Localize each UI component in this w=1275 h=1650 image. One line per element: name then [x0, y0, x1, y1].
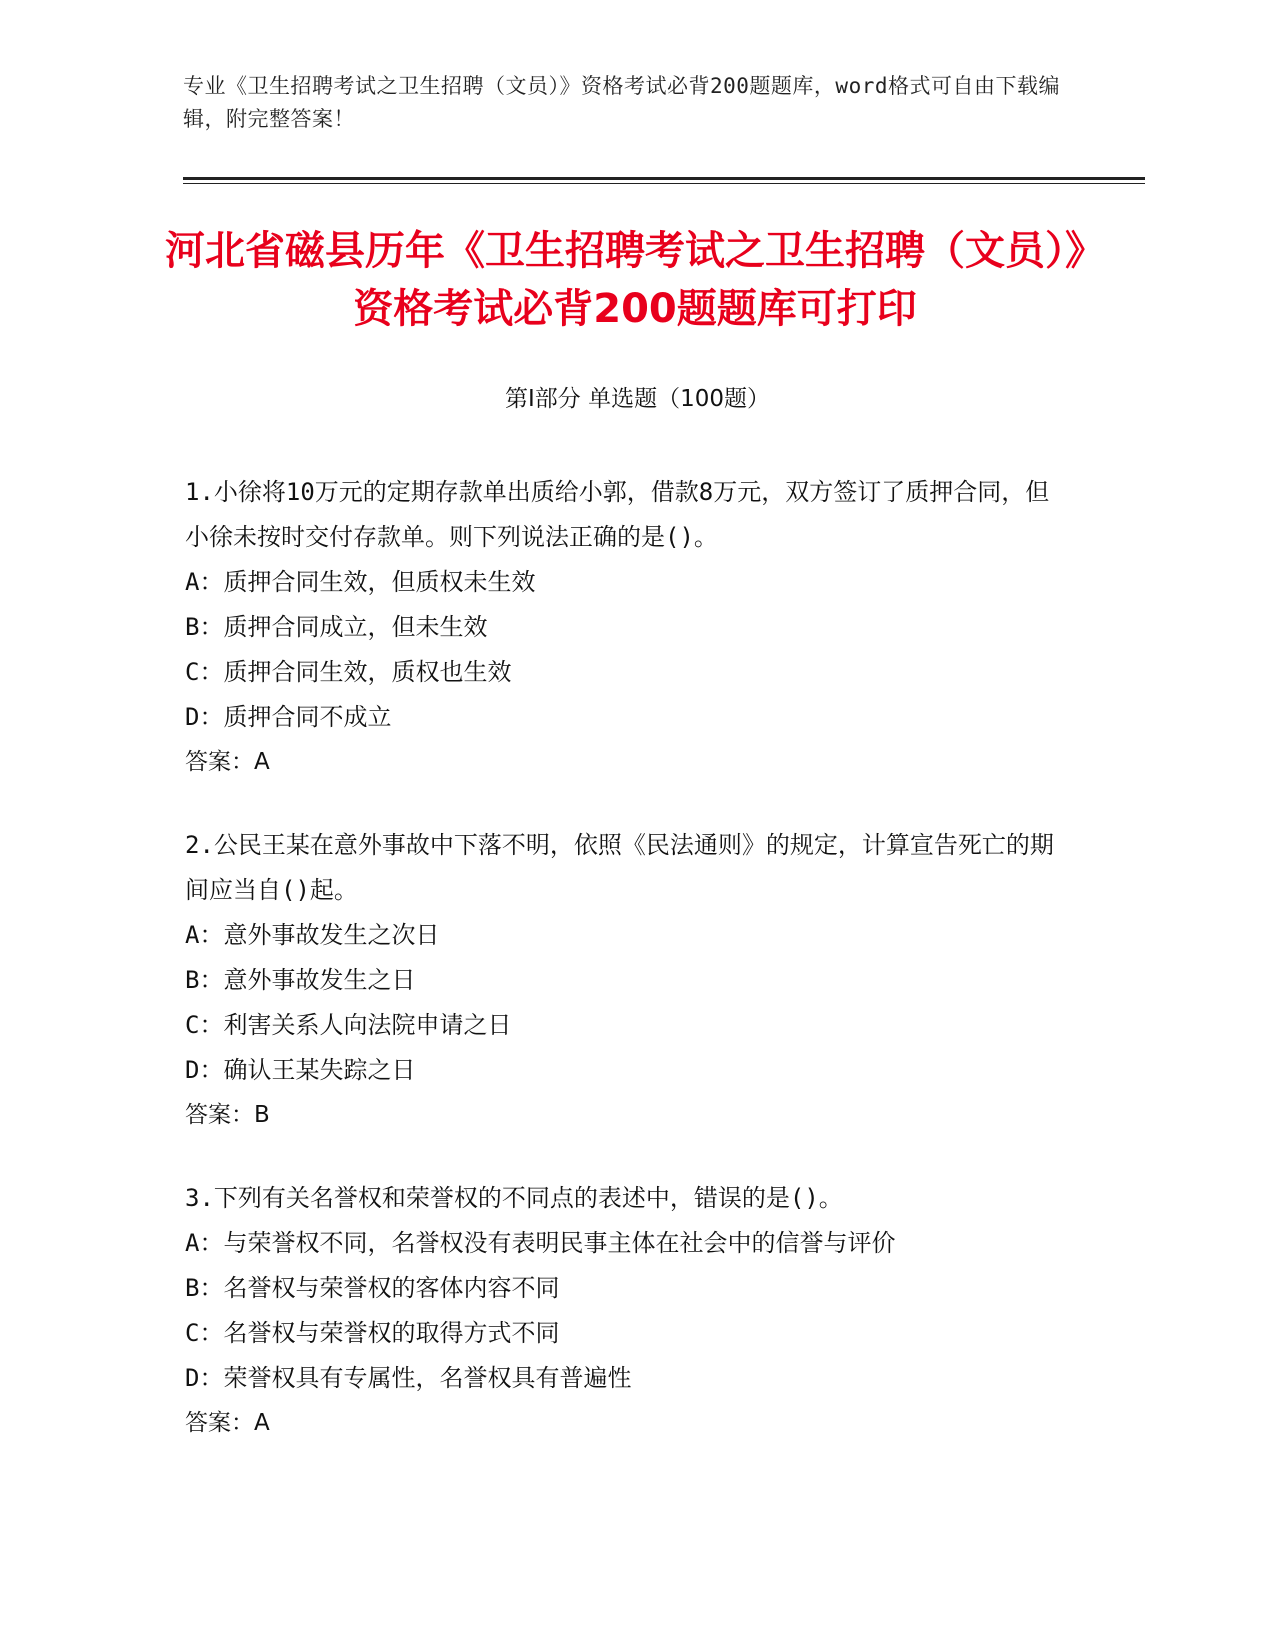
option-c: C：质押合同生效，质权也生效 [185, 658, 512, 686]
answer-label: 答案：A [185, 1410, 270, 1436]
option-a: A：质押合同生效，但质权未生效 [185, 568, 536, 596]
answer-label: 答案：B [185, 1102, 270, 1128]
question-list [185, 470, 1065, 1484]
option-a: A：意外事故发生之次日 [185, 921, 440, 949]
document-title: 河北省磁县历年《卫生招聘考试之卫生招聘（文员）》资格考试必背200题题库可打印 [165, 228, 1105, 332]
option-c: C：利害关系人向法院申请之日 [185, 1011, 512, 1039]
option-a: A：与荣誉权不同，名誉权没有表明民事主体在社会中的信誉与评价 [185, 1229, 896, 1257]
header-note: 专业《卫生招聘考试之卫生招聘（文员）》资格考试必背200题题库，word格式可自由下载编辑，附完整答案！ [183, 74, 1060, 131]
section-heading: 第I部分 单选题（100题） [505, 386, 770, 412]
option-d: D：确认王某失踪之日 [185, 1056, 416, 1084]
question-text: 2.公民王某在意外事故中下落不明，依照《民法通则》的规定，计算宣告死亡的期间应当自()起。 [185, 831, 1054, 904]
option-b: B：意外事故发生之日 [185, 966, 416, 994]
answer-label: 答案：A [185, 749, 270, 775]
question-2 [185, 823, 1065, 1138]
option-c: C：名誉权与荣誉权的取得方式不同 [185, 1319, 560, 1347]
header-rule-thin [183, 183, 1145, 184]
option-b: B：质押合同成立，但未生效 [185, 613, 488, 641]
question-text: 3.下列有关名誉权和荣誉权的不同点的表述中，错误的是()。 [185, 1184, 843, 1212]
option-b: B：名誉权与荣誉权的客体内容不同 [185, 1274, 560, 1302]
question-3 [185, 1176, 1065, 1446]
question-1 [185, 470, 1065, 785]
question-text: 1.小徐将10万元的定期存款单出质给小郭，借款8万元，双方签订了质押合同，但小徐未按时交付存款单。则下列说法正确的是()。 [185, 478, 1050, 551]
option-d: D：质押合同不成立 [185, 703, 392, 731]
option-d: D：荣誉权具有专属性，名誉权具有普遍性 [185, 1364, 632, 1392]
header-rule-thick [183, 177, 1145, 180]
